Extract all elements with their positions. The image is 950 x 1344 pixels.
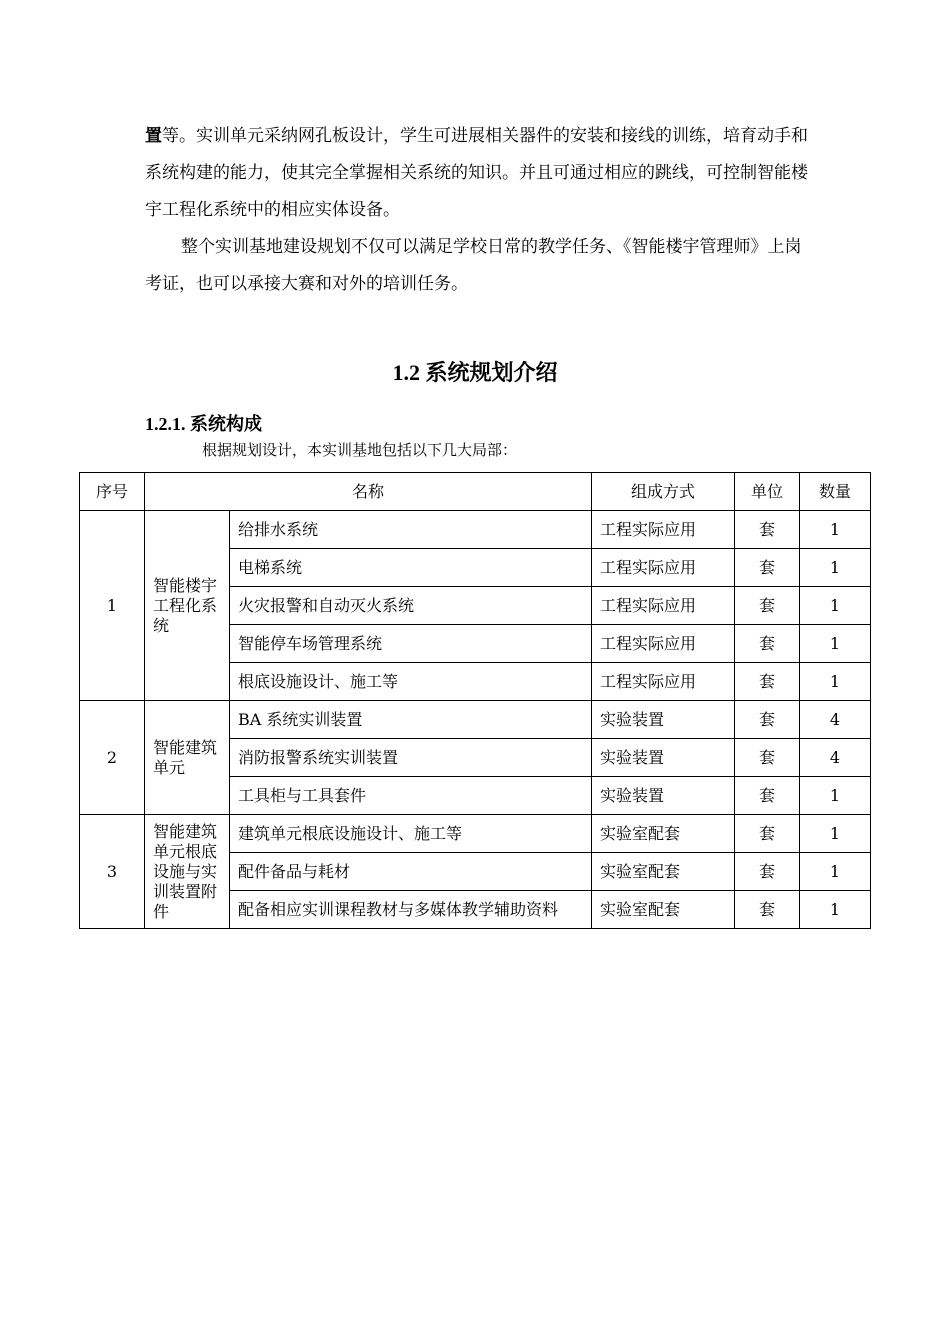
- item-qty: 1: [800, 815, 871, 853]
- body-text: [145, 118, 810, 303]
- item-mode: 工程实际应用: [592, 587, 735, 625]
- item-unit: 套: [735, 511, 800, 549]
- table-header-row: [80, 473, 871, 511]
- item-unit: 套: [735, 701, 800, 739]
- paragraph-2: 整个实训基地建设规划不仅可以满足学校日常的教学任务、《智能楼宇管理师》上岗考证，也可以承接大赛和对外的培训任务。: [145, 237, 802, 294]
- item-mode: 工程实际应用: [592, 511, 735, 549]
- header-no: 序号: [80, 473, 145, 511]
- item-mode: 实验室配套: [592, 853, 735, 891]
- subsection-title: 1.2.1. 系统构成: [145, 414, 262, 434]
- item-name: 建筑单元根底设施设计、施工等: [230, 815, 592, 853]
- group-category: 智能建筑单元: [145, 701, 230, 815]
- item-mode: 实验装置: [592, 777, 735, 815]
- item-mode: 实验装置: [592, 739, 735, 777]
- group-category: 智能楼宇工程化系统: [145, 511, 230, 701]
- item-unit: 套: [735, 891, 800, 929]
- item-unit: 套: [735, 663, 800, 701]
- item-name: 火灾报警和自动灭火系统: [230, 587, 592, 625]
- item-qty: 1: [800, 853, 871, 891]
- item-qty: 4: [800, 701, 871, 739]
- item-unit: 套: [735, 777, 800, 815]
- group-category: 智能建筑单元根底设施与实训装置附件: [145, 815, 230, 929]
- item-name: 给排水系统: [230, 511, 592, 549]
- item-qty: 1: [800, 549, 871, 587]
- item-qty: 1: [800, 511, 871, 549]
- group-number: 3: [80, 815, 145, 929]
- intro-line: 根据规划设计，本实训基地包括以下几大局部：: [202, 441, 518, 459]
- item-unit: 套: [735, 853, 800, 891]
- table-row: [80, 815, 871, 853]
- table-row: [80, 511, 871, 549]
- group-number: 1: [80, 511, 145, 701]
- item-qty: 1: [800, 891, 871, 929]
- item-unit: 套: [735, 815, 800, 853]
- item-name: 电梯系统: [230, 549, 592, 587]
- item-unit: 套: [735, 587, 800, 625]
- header-name: 名称: [145, 473, 592, 511]
- item-qty: 1: [800, 663, 871, 701]
- item-mode: 工程实际应用: [592, 549, 735, 587]
- item-qty: 1: [800, 777, 871, 815]
- paragraph-1: [145, 118, 810, 229]
- header-qty: 数量: [800, 473, 871, 511]
- header-unit: 单位: [735, 473, 800, 511]
- group-number: 2: [80, 701, 145, 815]
- item-name: 智能停车场管理系统: [230, 625, 592, 663]
- item-mode: 工程实际应用: [592, 625, 735, 663]
- table-row: [80, 701, 871, 739]
- system-table: [79, 472, 871, 929]
- item-qty: 4: [800, 739, 871, 777]
- item-name: 消防报警系统实训装置: [230, 739, 592, 777]
- section-title: 1.2 系统规划介绍: [392, 360, 558, 385]
- item-name: 工具柜与工具套件: [230, 777, 592, 815]
- item-mode: 工程实际应用: [592, 663, 735, 701]
- item-name: 根底设施设计、施工等: [230, 663, 592, 701]
- item-name: 配备相应实训课程教材与多媒体教学辅助资料: [230, 891, 592, 929]
- item-unit: 套: [735, 625, 800, 663]
- item-unit: 套: [735, 549, 800, 587]
- paragraph-1-text: 等。实训单元采纳网孔板设计，学生可进展相关器件的安装和接线的训练，培育动手和系统构建的能力，使其完全掌握相关系统的知识。并且可通过相应的跳线，可控制智能楼宇工程化系统中的相应实体设备。: [145, 126, 808, 220]
- header-mode: 组成方式: [592, 473, 735, 511]
- item-unit: 套: [735, 739, 800, 777]
- paragraph-1-lead: 置: [145, 126, 162, 146]
- item-mode: 实验室配套: [592, 891, 735, 929]
- item-qty: 1: [800, 587, 871, 625]
- item-mode: 实验室配套: [592, 815, 735, 853]
- item-qty: 1: [800, 625, 871, 663]
- item-name: 配件备品与耗材: [230, 853, 592, 891]
- item-mode: 实验装置: [592, 701, 735, 739]
- item-name: BA 系统实训装置: [230, 701, 592, 739]
